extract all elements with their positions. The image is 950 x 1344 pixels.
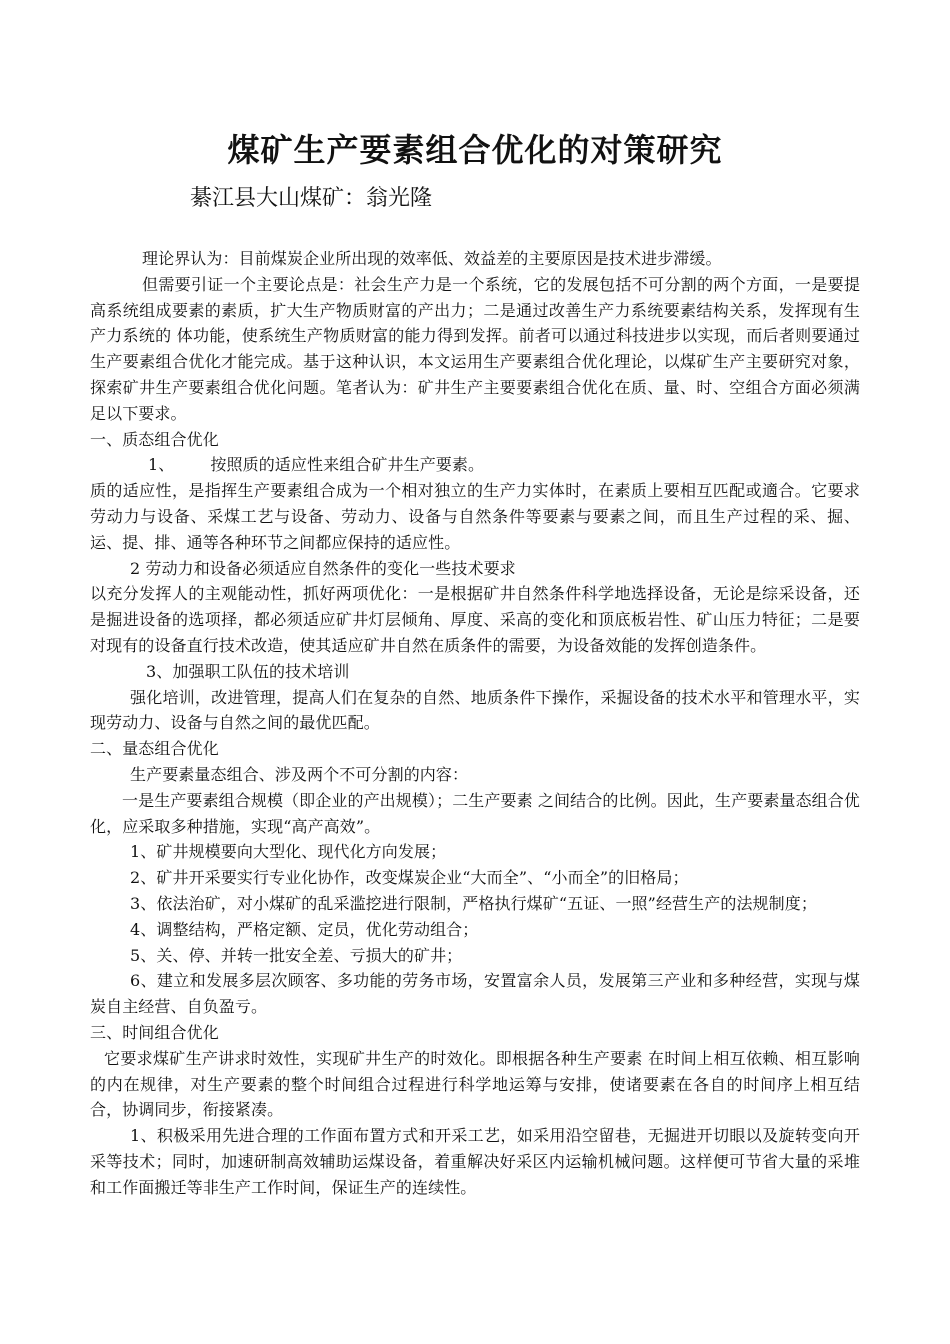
document-title: 煤矿生产要素组合优化的对策研究	[227, 131, 723, 169]
section-heading-time: 三、时间组合优化	[90, 1022, 219, 1042]
list-item-quality-2: 2 劳动力和设备必须适应自然条件的变化一些技术要求	[130, 558, 516, 578]
paragraph-quality-optimization: 以充分发挥人的主观能动性，抓好两项优化：一是根据矿井自然条件科学地选择设备，无论是综采设备，还是掘进设备的选项择，都必须适应矿井灯层倾角、厚度、采高的变化和顶底板岩性、矿山压力特征；二是要对现有的设备直行技术改造，使其适应矿井自然在质条件的需要，为设备效能的发挥创造条件。	[90, 584, 860, 655]
list-item-quantity-4: 4、调整结构，严格定额、定员，优化劳动组合；	[130, 919, 479, 939]
document-body	[90, 246, 860, 1200]
document-author: 綦江县大山煤矿：翁光隆	[190, 186, 433, 211]
section-heading-quantity: 二、量态组合优化	[90, 739, 219, 759]
paragraph-quantity-content: 一是生产要素组合规模（即企业的产出规模）；二生产要素 之间结合的比例。因此，生产要素量态组合优化，应采取多种措施，实现“高产高效”。	[90, 790, 860, 836]
list-item-quantity-5: 5、关、停、并转一批安全差、亏损大的矿井；	[130, 945, 463, 965]
list-item-quality-1	[90, 452, 860, 478]
paragraph-time-intro: 它要求煤矿生产讲求时效性，实现矿井生产的时效化。即根据各种生产要素 在时间上相互依赖、相互影响的内在规律，对生产要素的整个时间组合过程进行科学地运筹与安排，使诸要素在各自的时间序上相互结合，协调同步，衔接紧凑。	[90, 1048, 860, 1120]
list-item-quantity-3: 3、依法治矿，对小煤矿的乱采滥挖进行限制，严格执行煤矿“五证、一照”经营生产的法规制度；	[130, 893, 817, 913]
list-item-time-1: 1、积极采用先进合理的工作面布置方式和开采工艺，如采用沿空留巷，无掘进开切眼以及旋转变向开采等技术；同时，加速研制高效辅助运煤设备，着重解决好采区内运输机械问题。这样便可节省大量的采堆和工作面搬迁等非生产工作时间，保证生产的连续性。	[90, 1126, 860, 1197]
paragraph-quality-adaptability: 质的适应性，是指挥生产要素组合成为一个相对独立的生产力实体时，在素质上要相互匹配或適合。它要求劳动力与设备、采煤工艺与设备、劳动力、设备与自然条件等要素与要素之间，而且生产过程的采、掘、运、提、排、通等各种环节之间都应保持的适应性。	[90, 481, 860, 552]
paragraph-intro: 理论界认为：目前煤炭企业所出现的效率低、效益差的主要原因是技术进步滞缓。	[142, 249, 722, 268]
list-item-quantity-2: 2、矿井开采要实行专业化协作，改变煤炭企业“大而全”、“小而全”的旧格局；	[130, 868, 689, 888]
list-number: 1、	[148, 455, 175, 475]
paragraph-quantity-intro: 生产要素量态组合、涉及两个不可分割的内容：	[130, 764, 469, 784]
list-item-quantity-6: 6、建立和发展多层次顾客、多功能的劳务市场，安置富余人员，发展第三产业和多种经营，实现与煤炭自主经营、自负盈亏。	[90, 971, 860, 1017]
list-item-quantity-1: 1、矿井规模要向大型化、现代化方向发展；	[130, 842, 447, 862]
paragraph-argument: 但需要引证一个主要论点是：社会生产力是一个系统，它的发展包括不可分割的两个方面，一是要提高系统组成要素的素质，扩大生产物质财富的产出力；二是通过改善生产力系统要素结构关系，发挥现有生产力系统的 体功能，使系统生产物质财富的能力得到发挥。前者可以通过科技进步以实现，而后者则要通过生产要素组合优化才能完成。基于这种认识，本文运用生产要素组合优化理论，以煤矿生产主要研究对象，探索矿井生产要素组合优化问题。笔者认为：矿井生产主要要素组合优化在质、量、时、空组合方面必须满足以下要求。	[90, 274, 860, 423]
list-item-quality-3: 3、加强职工队伍的技术培训	[146, 661, 350, 681]
list-text: 按照质的适应性来组合矿井生产要素。	[210, 455, 485, 475]
paragraph-training: 强化培训，改进管理，提高人们在复杂的自然、地质条件下操作，采掘设备的技术水平和管理水平，实现劳动力、设备与自然之间的最优匹配。	[90, 687, 860, 733]
section-heading-quality: 一、质态组合优化	[90, 429, 219, 449]
